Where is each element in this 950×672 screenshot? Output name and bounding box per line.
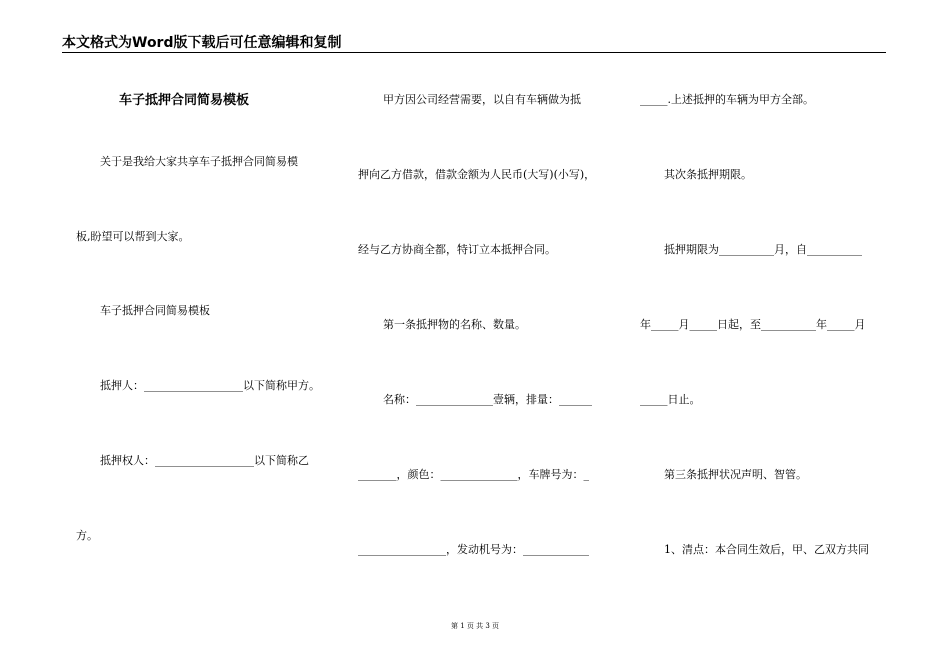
- paragraph-line: 方。: [76, 529, 98, 542]
- page-number: 第 1 页 共 3 页: [450, 622, 500, 630]
- paragraph-line: _______，颜色：______________，车牌号为：_: [358, 468, 589, 481]
- paragraph-line: 关于是我给大家共享车子抵押合同简易模: [100, 155, 298, 168]
- paragraph-line: _____.上述抵押的车辆为甲方全部。: [640, 93, 814, 106]
- paragraph-line: 车子抵押合同简易模板: [100, 304, 210, 317]
- paragraph-line: 第一条抵押物的名称、数量。: [383, 318, 526, 331]
- paragraph-line: 板,盼望可以帮到大家。: [76, 230, 190, 243]
- paragraph-line: 年_____月_____日起，至__________年_____月: [640, 318, 866, 331]
- paragraph-line: 抵押人：__________________以下简称甲方。: [100, 379, 320, 392]
- paragraph-line: 第三条抵押状况声明、智管。: [664, 468, 807, 481]
- header-title: 本文格式为Word版下载后可任意编辑和复制: [62, 35, 342, 51]
- paragraph-line: 名称：______________壹辆，排量：______: [383, 393, 592, 406]
- paragraph-line: 押向乙方借款，借款金额为人民币(大写)(小写)，: [358, 168, 596, 181]
- paragraph-line: 抵押权人：__________________以下简称乙: [100, 454, 309, 467]
- paragraph-line: 抵押期限为__________月，自__________: [664, 243, 862, 256]
- paragraph-line: ________________，发动机号为：____________: [358, 543, 589, 556]
- paragraph-line: 1、清点：本合同生效后，甲、乙双方共同: [664, 543, 869, 556]
- paragraph-line: 甲方因公司经营需要，以自有车辆做为抵: [383, 93, 581, 106]
- document-header: [62, 34, 886, 53]
- paragraph-line: _____日止。: [640, 393, 701, 406]
- document-title: 车子抵押合同简易模板: [119, 93, 250, 108]
- paragraph-line: 其次条抵押期限。: [664, 168, 752, 181]
- paragraph-line: 经与乙方协商全都，特订立本抵押合同。: [358, 243, 556, 256]
